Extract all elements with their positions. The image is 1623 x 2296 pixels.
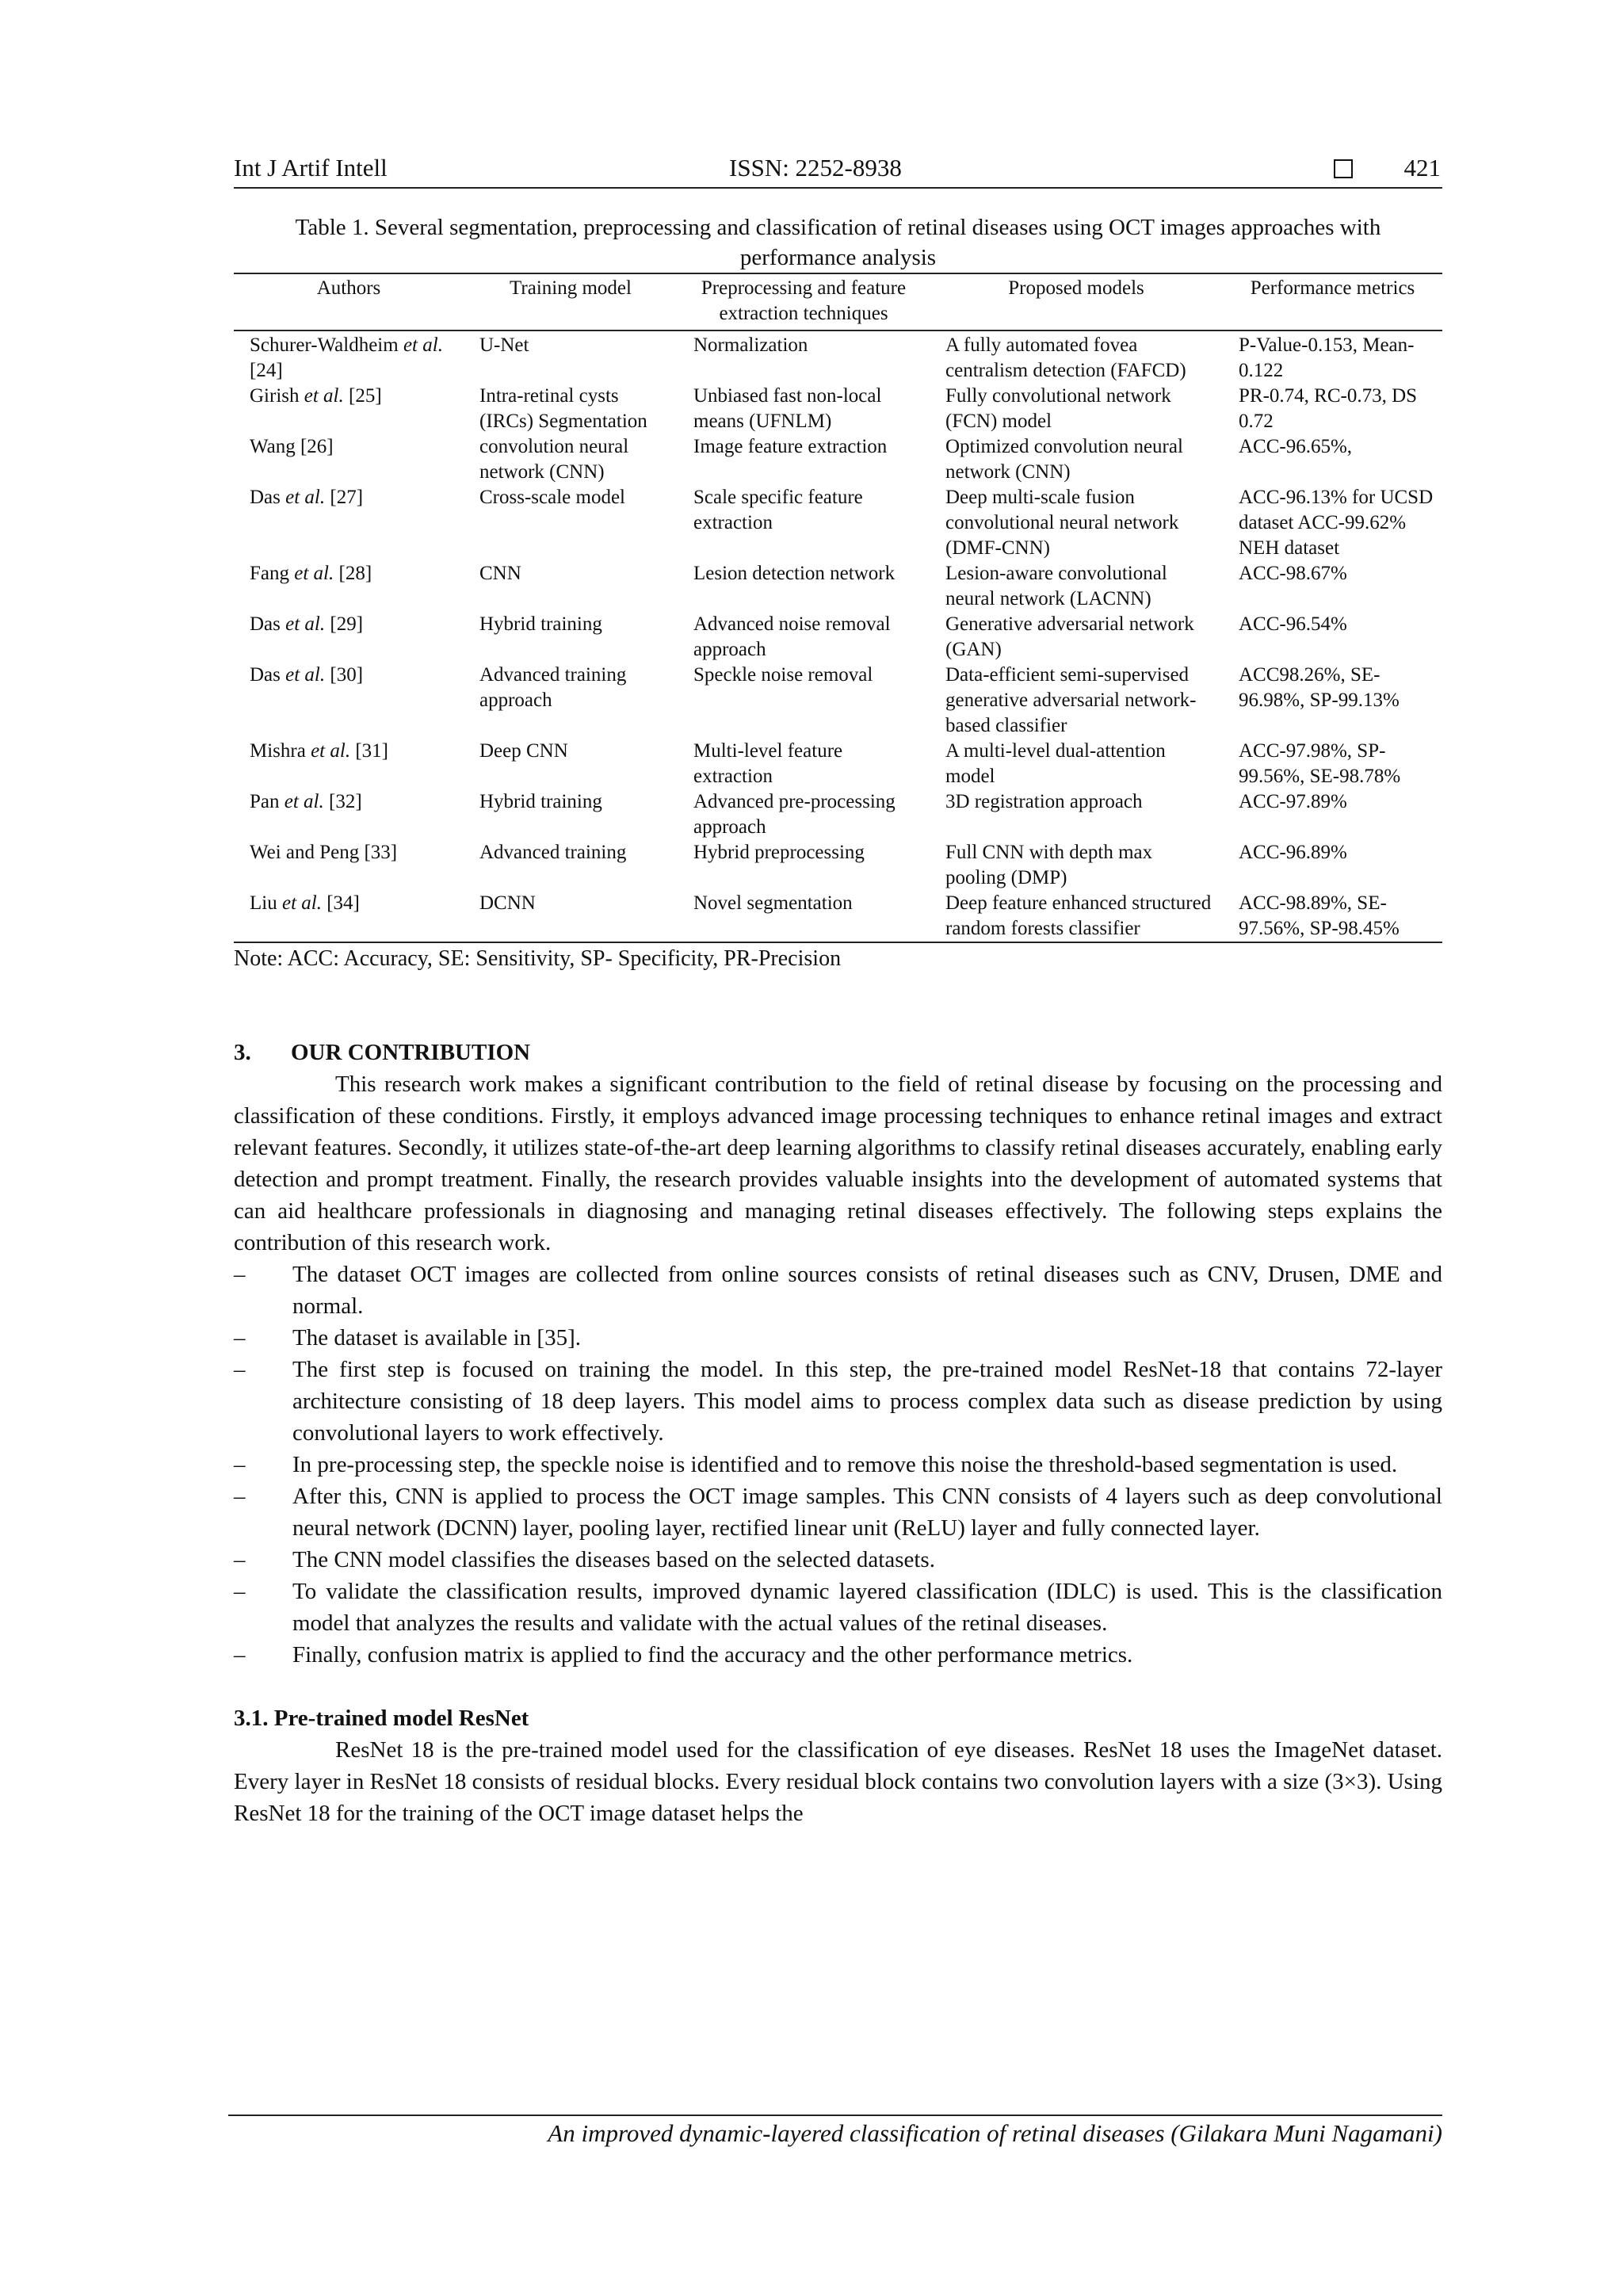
- cell-metrics: ACC-96.65%,: [1239, 436, 1353, 457]
- cell-proposed-model: Data-efficient semi-supervised generative adversarial network-based classifier: [945, 664, 1197, 736]
- citation-ref: [28]: [338, 563, 372, 584]
- citation-ref: [30]: [330, 664, 364, 686]
- dash-bullet-icon: –: [234, 1642, 246, 1668]
- cell-author: Das et al. [30]: [250, 664, 364, 686]
- cell-author: Fang et al. [28]: [250, 563, 372, 584]
- table-row: [234, 663, 1442, 739]
- section-title: OUR CONTRIBUTION: [291, 1040, 531, 1065]
- cell-proposed-model: Generative adversarial network (GAN): [945, 613, 1194, 660]
- cell-training-model: Advanced training: [479, 842, 627, 863]
- cell-author: Wei and Peng [33]: [250, 842, 398, 863]
- cell-training-model: U-Net: [479, 334, 529, 356]
- issn: ISSN: 2252-8938: [729, 154, 902, 181]
- cell-preprocessing: Lesion detection network: [693, 563, 896, 584]
- page-number: 421: [1403, 154, 1441, 181]
- running-footer: An improved dynamic-layered classification of retinal diseases (Gilakara Muni Nagamani): [228, 2115, 1442, 2148]
- dash-bullet-icon: –: [234, 1484, 246, 1509]
- table-row: [234, 330, 1442, 384]
- cell-preprocessing: Advanced noise removal approach: [693, 613, 891, 660]
- section-number: 3.: [234, 1040, 251, 1065]
- table-row: [234, 739, 1442, 789]
- dash-bullet-icon: –: [234, 1262, 246, 1287]
- cell-training-model: Cross-scale model: [479, 487, 625, 508]
- cell-metrics: ACC-96.89%: [1239, 842, 1347, 863]
- list-item: – To validate the classification results, improved dynamic layered classification (IDLC) is used. This is the classification model that analyzes the results and validate with the actual values of the retinal diseases.: [234, 1576, 1442, 1639]
- cell-metrics: PR-0.74, RC-0.73, DS 0.72: [1239, 385, 1418, 432]
- citation-ref: [24]: [250, 360, 283, 381]
- cell-metrics: P-Value-0.153, Mean-0.122: [1239, 334, 1415, 381]
- col-header-proposed-models: Proposed models: [1008, 277, 1144, 299]
- cell-training-model: Deep CNN: [479, 740, 568, 762]
- cell-preprocessing: Advanced pre-processing approach: [693, 791, 896, 838]
- cell-training-model: convolution neural network (CNN): [479, 436, 629, 483]
- cell-metrics: ACC-98.89%, SE-97.56%, SP-98.45%: [1239, 892, 1400, 939]
- table-header-row: [234, 273, 1442, 330]
- cell-preprocessing: Hybrid preprocessing: [693, 842, 865, 863]
- table-caption: Table 1. Several segmentation, preprocessing and classification of retinal diseases using OCT images approaches with performance analysis: [295, 215, 1381, 270]
- cell-metrics: ACC-96.54%: [1239, 613, 1347, 635]
- col-header-preprocessing: Preprocessing and feature extraction techniques: [701, 277, 907, 324]
- table-note: Note: ACC: Accuracy, SE: Sensitivity, SP- Specificity, PR-Precision: [234, 946, 842, 971]
- literature-table: [234, 273, 1442, 943]
- cell-proposed-model: Optimized convolution neural network (CNN): [945, 436, 1183, 483]
- citation-ref: [31]: [355, 740, 388, 762]
- cell-preprocessing: Unbiased fast non-local means (UFNLM): [693, 385, 882, 432]
- col-header-authors: Authors: [316, 277, 381, 299]
- list-item: – The dataset OCT images are collected from online sources consists of retinal diseases such as CNV, Drusen, DME and normal.: [234, 1259, 1442, 1322]
- table-row: [234, 434, 1442, 485]
- cell-training-model: Hybrid training: [479, 791, 602, 812]
- cell-training-model: DCNN: [479, 892, 536, 914]
- table-row: [234, 384, 1442, 434]
- cell-training-model: CNN: [479, 563, 521, 584]
- cell-training-model: Hybrid training: [479, 613, 602, 635]
- list-item: – The first step is focused on training the model. In this step, the pre-trained model ResNet-18 that contains 72-layer architecture consisting of 18 deep layers. This model aims to process complex data such as disease prediction by using convolutional layers to work effectively.: [234, 1354, 1442, 1449]
- col-header-training-model: Training model: [510, 277, 632, 299]
- cell-proposed-model: Fully convolutional network (FCN) model: [945, 385, 1171, 432]
- table-row: [234, 840, 1442, 891]
- section-heading: [234, 1037, 1442, 1068]
- square-bullet-icon: [1334, 159, 1353, 178]
- cell-preprocessing: Novel segmentation: [693, 892, 853, 914]
- contribution-paragraph: This research work makes a significant contribution to the field of retinal disease by focusing on the processing and classification of these conditions. Firstly, it employs advanced image processing techniques to enhance retinal images and extract relevant features. Secondly, it utilizes state-of-the-art deep learning algorithms to classify retinal diseases accurately, enabling early detection and prompt treatment. Finally, the research provides valuable insights into the development of automated systems that can aid healthcare professionals in diagnosing and managing retinal diseases effectively. The following steps explains the contribution of this research work.: [234, 1072, 1442, 1255]
- cell-proposed-model: Deep multi-scale fusion convolutional neural network (DMF-CNN): [945, 487, 1179, 559]
- running-header: [234, 151, 1442, 189]
- table-row: [234, 561, 1442, 612]
- list-item: – In pre-processing step, the speckle noise is identified and to remove this noise the threshold-based segmentation is used.: [234, 1449, 1442, 1480]
- cell-training-model: Advanced training approach: [479, 664, 627, 711]
- dash-bullet-icon: –: [234, 1547, 246, 1572]
- cell-proposed-model: A multi-level dual-attention model: [945, 740, 1166, 787]
- cell-preprocessing: Image feature extraction: [693, 436, 888, 457]
- dash-bullet-icon: –: [234, 1579, 246, 1604]
- cell-metrics: ACC-98.67%: [1239, 563, 1347, 584]
- journal-name: Int J Artif Intell: [234, 154, 388, 181]
- cell-preprocessing: Multi-level feature extraction: [693, 740, 843, 787]
- cell-author: Das et al. [27]: [250, 487, 364, 508]
- table-row: [234, 891, 1442, 942]
- cell-proposed-model: Deep feature enhanced structured random forests classifier: [945, 892, 1212, 939]
- table-row: [234, 789, 1442, 840]
- cell-training-model: Intra-retinal cysts (IRCs) Segmentation: [479, 385, 647, 432]
- subsection-heading: 3.1. Pre-trained model ResNet: [234, 1706, 529, 1731]
- list-item: – The dataset is available in [35].: [234, 1322, 1442, 1354]
- citation-ref: [26]: [300, 436, 334, 457]
- cell-author: Liu et al. [34]: [250, 892, 360, 914]
- citation-ref: [33]: [364, 842, 398, 863]
- cell-author: Girish et al. [25]: [250, 385, 382, 407]
- cell-preprocessing: Normalization: [693, 334, 808, 356]
- citation-ref: [32]: [329, 791, 362, 812]
- cell-proposed-model: Lesion-aware convolutional neural network (LACNN): [945, 563, 1167, 609]
- citation-ref: [29]: [330, 613, 364, 635]
- cell-preprocessing: Speckle noise removal: [693, 664, 873, 686]
- list-item: – Finally, confusion matrix is applied to find the accuracy and the other performance metrics.: [234, 1639, 1442, 1671]
- col-header-performance: Performance metrics: [1250, 277, 1415, 299]
- cell-author: Das et al. [29]: [250, 613, 364, 635]
- dash-bullet-icon: –: [234, 1357, 246, 1382]
- cell-author: Schurer-Waldheim et al. [24]: [250, 334, 443, 381]
- cell-proposed-model: A fully automated fovea centralism detection (FAFCD): [945, 334, 1186, 381]
- cell-author: Mishra et al. [31]: [250, 740, 388, 762]
- contribution-list: [234, 1259, 1442, 1671]
- table-row: [234, 485, 1442, 561]
- resnet-paragraph: ResNet 18 is the pre-trained model used for the classification of eye diseases. ResNet 18 uses the ImageNet dataset. Every layer in ResNet 18 consists of residual blocks. Every residual block contains two convolution layers with a size (3×3). Using ResNet 18 for the training of the OCT image dataset helps the: [234, 1737, 1442, 1826]
- cell-metrics: ACC98.26%, SE-96.98%, SP-99.13%: [1239, 664, 1400, 711]
- cell-author: Pan et al. [32]: [250, 791, 362, 812]
- list-item: – After this, CNN is applied to process the OCT image samples. This CNN consists of 4 layers such as deep convolutional neural network (DCNN) layer, pooling layer, rectified linear unit (ReLU) layer and fully connected layer.: [234, 1480, 1442, 1544]
- citation-ref: [27]: [330, 487, 364, 508]
- cell-proposed-model: 3D registration approach: [945, 791, 1143, 812]
- dash-bullet-icon: –: [234, 1452, 246, 1477]
- citation-ref: [25]: [349, 385, 382, 407]
- dash-bullet-icon: –: [234, 1325, 246, 1350]
- cell-metrics: ACC-97.89%: [1239, 791, 1347, 812]
- paper-page: [234, 151, 1442, 1829]
- citation-ref: [34]: [327, 892, 360, 914]
- cell-author: Wang [26]: [250, 436, 334, 457]
- cell-proposed-model: Full CNN with depth max pooling (DMP): [945, 842, 1153, 888]
- cell-preprocessing: Scale specific feature extraction: [693, 487, 863, 533]
- cell-metrics: ACC-97.98%, SP-99.56%, SE-98.78%: [1239, 740, 1401, 787]
- table-row: [234, 612, 1442, 663]
- list-item: – The CNN model classifies the diseases based on the selected datasets.: [234, 1544, 1442, 1576]
- cell-metrics: ACC-96.13% for UCSD dataset ACC-99.62% NEH dataset: [1239, 487, 1434, 559]
